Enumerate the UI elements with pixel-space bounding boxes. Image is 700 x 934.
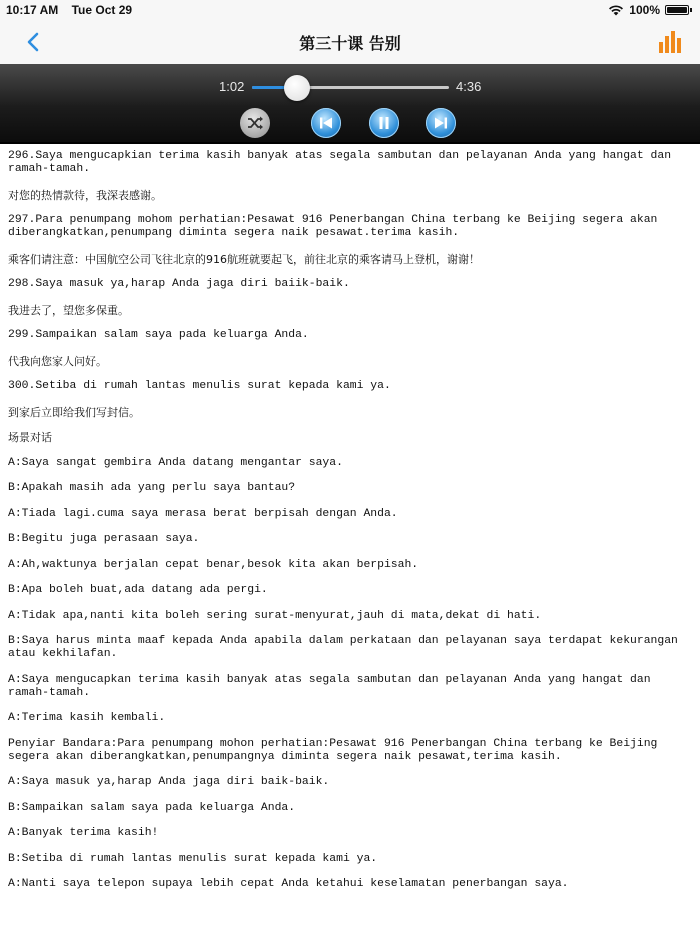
battery-percent: 100% [629, 3, 660, 17]
text-line: A:Saya sangat gembira Anda datang mengantar saya. [8, 456, 343, 469]
text-line: 299.Sampaikan salam saya pada keluarga Anda. [8, 329, 309, 341]
text-line: B:Begitu juga perasaan saya. [8, 533, 200, 545]
skip-back-icon [311, 108, 341, 138]
status-date: Tue Oct 29 [71, 3, 133, 17]
text-line: Penyiar Bandara:Para penumpang mohon perhatian:Pesawat 916 Penerbangan China terbang ke Beijing segera akan diberangkatkan,penumpangnya diminta segera naik pesawat,terima kasih. [8, 737, 665, 763]
page-title: 第三十课 告别 [299, 34, 401, 53]
status-left [6, 3, 142, 17]
total-time: 4:36 [456, 79, 482, 94]
text-line: 297.Para penumpang mohom perhatian:Pesawat 916 Penerbangan China terbang ke Beijing segera akan diberangkatkan,penumpang diminta segera naik pesawat.terima kasih. [8, 214, 665, 239]
text-line: B:Setiba di rumah lantas menulis surat kepada kami ya. [8, 852, 378, 865]
text-line: 296.Saya mengucapkian terima kasih banyak atas segala sambutan dan pelayanan Anda yang hangat dan ramah-tamah. [8, 150, 678, 175]
status-time: 10:17 AM [6, 3, 59, 17]
text-line: A:Tiada lagi.cuma saya merasa berat berpisah dengan Anda. [8, 507, 398, 520]
text-line: B:Saya harus minta maaf kepada Anda apabila dalam perkataan dan pelayanan saya terdapat kekurangan atau kekhilafan. [8, 635, 685, 660]
nav-bar [0, 20, 700, 64]
text-line: A:Tidak apa,nanti kita boleh sering surat-menyurat,jauh di mata,dekat di hati. [8, 609, 542, 622]
back-button[interactable] [20, 28, 48, 56]
audio-player [0, 64, 700, 144]
shuffle-button[interactable] [240, 108, 270, 138]
text-line: A:Nanti saya telepon supaya lebih cepat Anda ketahui keselamatan penerbangan saya. [8, 878, 569, 890]
previous-button[interactable] [311, 108, 341, 138]
status-right [608, 3, 692, 17]
chevron-left-icon [20, 28, 48, 56]
battery-tip [690, 8, 692, 12]
text-line: 代我向您家人问好。 [8, 354, 107, 368]
skip-forward-icon [426, 108, 456, 138]
status-bar [0, 0, 700, 20]
wifi-icon [608, 4, 624, 16]
text-line: A:Terima kasih kembali. [8, 712, 166, 724]
text-line: 场景对话 [8, 431, 52, 444]
pause-button[interactable] [369, 108, 399, 138]
lesson-text [0, 144, 700, 934]
text-line: 300.Setiba di rumah lantas menulis surat kepada kami ya. [8, 380, 391, 392]
text-line: 到家后立即给我们写封信。 [8, 405, 140, 419]
bar-chart-icon [658, 28, 684, 54]
audio-bars-button[interactable] [658, 28, 684, 54]
text-line: B:Sampaikan salam saya pada keluarga Anda. [8, 801, 296, 814]
text-line: B:Apa boleh buat,ada datang ada pergi. [8, 584, 268, 596]
battery-icon [665, 5, 689, 15]
current-time: 1:02 [219, 79, 245, 94]
text-line: 乘客们请注意：中国航空公司飞往北京的916航班就要起飞，前往北京的乘客请马上登机，谢谢！ [8, 252, 480, 266]
text-line: A:Ah,waktunya berjalan cepat benar,besok kita akan berpisah. [8, 558, 419, 571]
next-button[interactable] [426, 108, 456, 138]
text-line: A:Saya masuk ya,harap Anda jaga diri baik-baik. [8, 776, 330, 788]
pause-icon [369, 108, 399, 138]
progress-slider[interactable] [252, 86, 449, 89]
text-line: 298.Saya masuk ya,harap Anda jaga diri baiik-baik. [8, 278, 350, 290]
text-line: A:Banyak terima kasih! [8, 827, 159, 839]
text-line: 我进去了，望您多保重。 [8, 303, 129, 317]
shuffle-icon [240, 108, 270, 138]
text-line: 对您的热情款待，我深表感谢。 [8, 188, 162, 202]
slider-thumb[interactable] [284, 75, 310, 101]
text-line: B:Apakah masih ada yang perlu saya bantau? [8, 482, 296, 494]
text-line: A:Saya mengucapkan terima kasih banyak atas segala sambutan dan pelayanan Anda yang hangat dan ramah-tamah. [8, 673, 658, 699]
